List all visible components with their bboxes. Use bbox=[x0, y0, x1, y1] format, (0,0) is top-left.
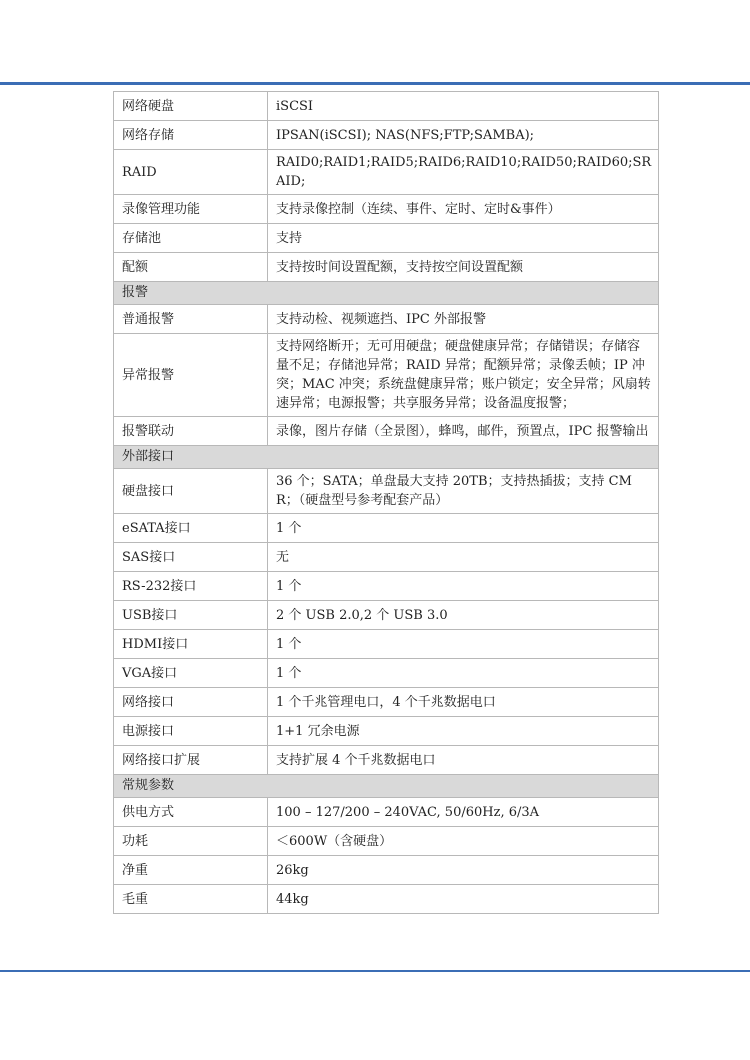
row-label: 功耗 bbox=[114, 827, 268, 856]
row-label: 异常报警 bbox=[114, 334, 268, 417]
table-row bbox=[114, 746, 659, 775]
row-label: HDMI接口 bbox=[114, 630, 268, 659]
table-row bbox=[114, 543, 659, 572]
section-header-row bbox=[114, 775, 659, 798]
table-row bbox=[114, 334, 659, 417]
spec-table-body bbox=[114, 92, 659, 914]
row-label: RAID bbox=[114, 150, 268, 195]
row-label: RS-232接口 bbox=[114, 572, 268, 601]
table-row bbox=[114, 469, 659, 514]
row-label: 硬盘接口 bbox=[114, 469, 268, 514]
row-value: 录像，图片存储（全景图），蜂鸣，邮件，预置点，IPC 报警输出 bbox=[268, 417, 659, 446]
row-label: 网络存储 bbox=[114, 121, 268, 150]
row-value: 支持按时间设置配额，支持按空间设置配额 bbox=[268, 253, 659, 282]
row-label: 毛重 bbox=[114, 885, 268, 914]
table-row bbox=[114, 717, 659, 746]
table-row bbox=[114, 630, 659, 659]
table-row bbox=[114, 827, 659, 856]
row-label: 净重 bbox=[114, 856, 268, 885]
row-label: 存储池 bbox=[114, 224, 268, 253]
row-value: IPSAN(iSCSI); NAS(NFS;FTP;SAMBA); bbox=[268, 121, 659, 150]
footer-rule bbox=[0, 970, 750, 972]
row-label: 供电方式 bbox=[114, 798, 268, 827]
header-rule bbox=[0, 82, 750, 85]
section-header-row bbox=[114, 446, 659, 469]
row-value: ＜600W（含硬盘） bbox=[268, 827, 659, 856]
row-value: 26kg bbox=[268, 856, 659, 885]
row-value: 36 个；SATA；单盘最大支持 20TB；支持热插拔；支持 CMR；（硬盘型号参考配套产品） bbox=[268, 469, 659, 514]
table-row bbox=[114, 92, 659, 121]
section-title: 外部接口 bbox=[114, 446, 659, 469]
row-label: VGA接口 bbox=[114, 659, 268, 688]
table-row bbox=[114, 253, 659, 282]
row-label: 电源接口 bbox=[114, 717, 268, 746]
row-value: 支持 bbox=[268, 224, 659, 253]
table-row bbox=[114, 121, 659, 150]
row-label: 配额 bbox=[114, 253, 268, 282]
row-label: 网络接口 bbox=[114, 688, 268, 717]
row-label: 报警联动 bbox=[114, 417, 268, 446]
row-value: RAID0;RAID1;RAID5;RAID6;RAID10;RAID50;RAID60;SRAID; bbox=[268, 150, 659, 195]
row-value: iSCSI bbox=[268, 92, 659, 121]
row-value: 100 – 127/200 – 240VAC, 50/60Hz, 6/3A bbox=[268, 798, 659, 827]
table-row bbox=[114, 659, 659, 688]
table-row bbox=[114, 224, 659, 253]
row-value: 1 个 bbox=[268, 572, 659, 601]
section-title: 报警 bbox=[114, 282, 659, 305]
spec-table bbox=[113, 91, 659, 914]
row-value: 支持扩展 4 个千兆数据电口 bbox=[268, 746, 659, 775]
row-value: 支持动检、视频遮挡、IPC 外部报警 bbox=[268, 305, 659, 334]
table-row bbox=[114, 514, 659, 543]
row-value: 1 个 bbox=[268, 659, 659, 688]
row-value: 1 个 bbox=[268, 514, 659, 543]
table-row bbox=[114, 798, 659, 827]
row-value: 44kg bbox=[268, 885, 659, 914]
table-row bbox=[114, 601, 659, 630]
row-label: 网络硬盘 bbox=[114, 92, 268, 121]
row-value: 1+1 冗余电源 bbox=[268, 717, 659, 746]
table-row bbox=[114, 856, 659, 885]
section-header-row bbox=[114, 282, 659, 305]
row-label: 录像管理功能 bbox=[114, 195, 268, 224]
row-label: SAS接口 bbox=[114, 543, 268, 572]
section-title: 常规参数 bbox=[114, 775, 659, 798]
row-label: 普通报警 bbox=[114, 305, 268, 334]
row-value: 2 个 USB 2.0,2 个 USB 3.0 bbox=[268, 601, 659, 630]
row-value: 支持网络断开；无可用硬盘；硬盘健康异常；存储错误；存储容量不足；存储池异常；RAID 异常；配额异常；录像丢帧；IP 冲突；MAC 冲突；系统盘健康异常；账户锁定；安全异常；风扇转速异常；电源报警；共享服务异常；设备温度报警； bbox=[268, 334, 659, 417]
row-label: eSATA接口 bbox=[114, 514, 268, 543]
table-row bbox=[114, 688, 659, 717]
row-value: 1 个 bbox=[268, 630, 659, 659]
table-row bbox=[114, 885, 659, 914]
row-value: 支持录像控制（连续、事件、定时、定时&事件） bbox=[268, 195, 659, 224]
table-row bbox=[114, 417, 659, 446]
row-value: 1 个千兆管理电口，4 个千兆数据电口 bbox=[268, 688, 659, 717]
table-row bbox=[114, 305, 659, 334]
table-row bbox=[114, 572, 659, 601]
row-label: USB接口 bbox=[114, 601, 268, 630]
table-row bbox=[114, 150, 659, 195]
table-row bbox=[114, 195, 659, 224]
row-label: 网络接口扩展 bbox=[114, 746, 268, 775]
row-value: 无 bbox=[268, 543, 659, 572]
